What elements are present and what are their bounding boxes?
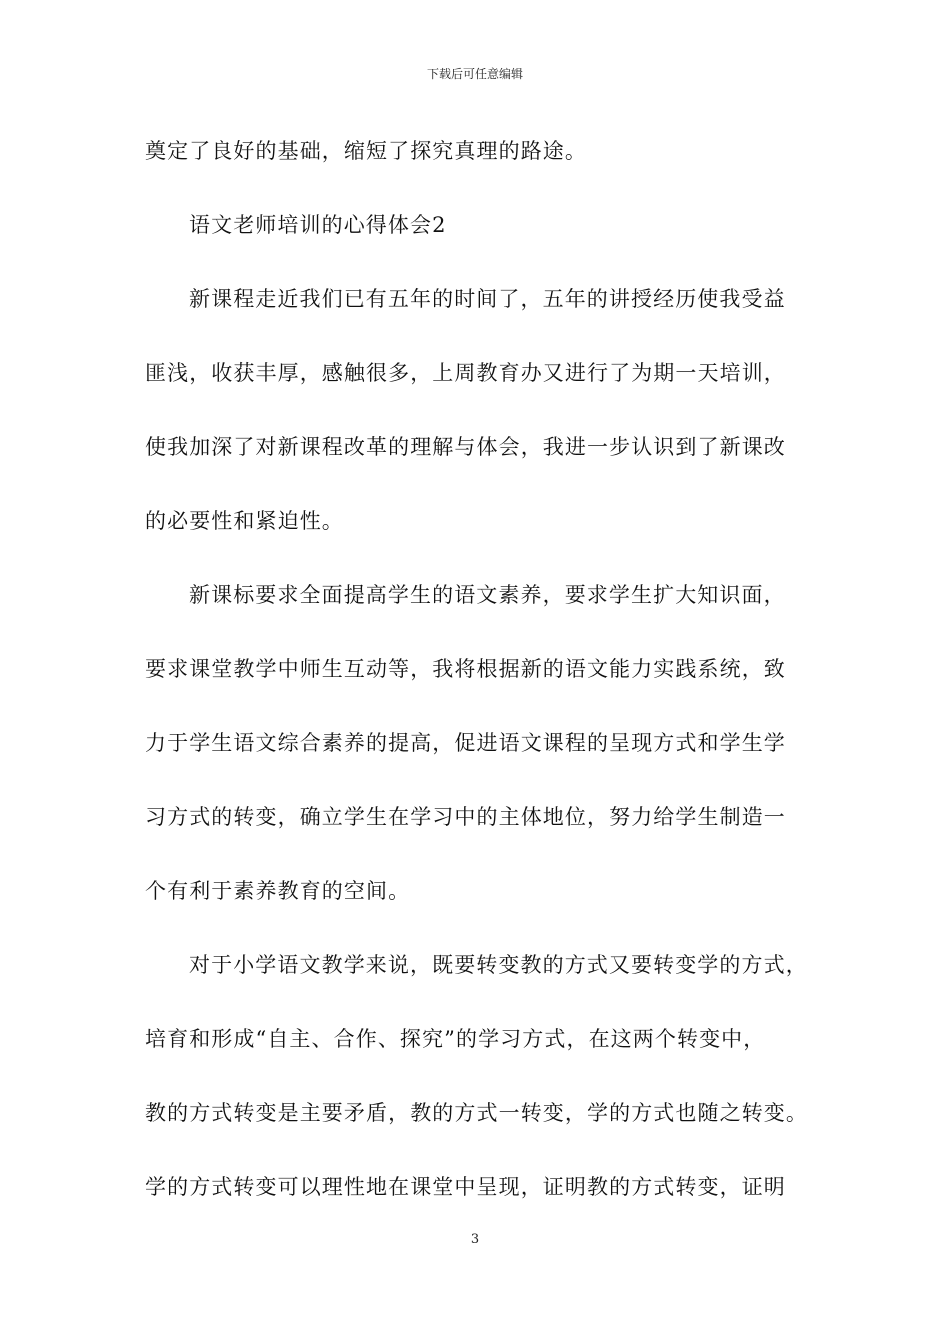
body-line: 习方式的转变，确立学生在学习中的主体地位，努力给学生制造一: [145, 805, 786, 829]
header-note: 下载后可任意编辑: [426, 67, 523, 81]
body-line: 使我加深了对新课程改革的理解与体会，我进一步认识到了新课改: [145, 435, 786, 459]
page-number: 3: [470, 1232, 480, 1247]
body-line: 教的方式转变是主要矛盾，教的方式一转变，学的方式也随之转变。: [145, 1101, 808, 1125]
body-line: 力于学生语文综合素养的提高，促进语文课程的呈现方式和学生学: [145, 731, 786, 755]
document-body: [145, 128, 825, 1238]
body-line: 新课标要求全面提高学生的语文素养，要求学生扩大知识面，: [189, 583, 786, 607]
body-line: 匪浅，收获丰厚，感触很多，上周教育办又进行了为期一天培训，: [145, 361, 786, 385]
body-line: 学的方式转变可以理性地在课堂中呈现，证明教的方式转变，证明: [145, 1175, 786, 1199]
body-line: 要求课堂教学中师生互动等，我将根据新的语文能力实践系统，致: [145, 657, 786, 681]
body-line: 奠定了良好的基础，缩短了探究真理的路途。: [145, 139, 587, 163]
section-heading: 语文老师培训的心得体会2: [189, 213, 447, 237]
body-line: 个有利于素养教育的空间。: [145, 879, 411, 903]
body-line: 培育和形成“自主、合作、探究”的学习方式，在这两个转变中，: [145, 1027, 766, 1051]
body-line: 新课程走近我们已有五年的时间了，五年的讲授经历使我受益: [189, 287, 786, 311]
body-line: 的必要性和紧迫性。: [145, 509, 344, 533]
body-line: 对于小学语文教学来说，既要转变教的方式又要转变学的方式，: [189, 953, 808, 977]
